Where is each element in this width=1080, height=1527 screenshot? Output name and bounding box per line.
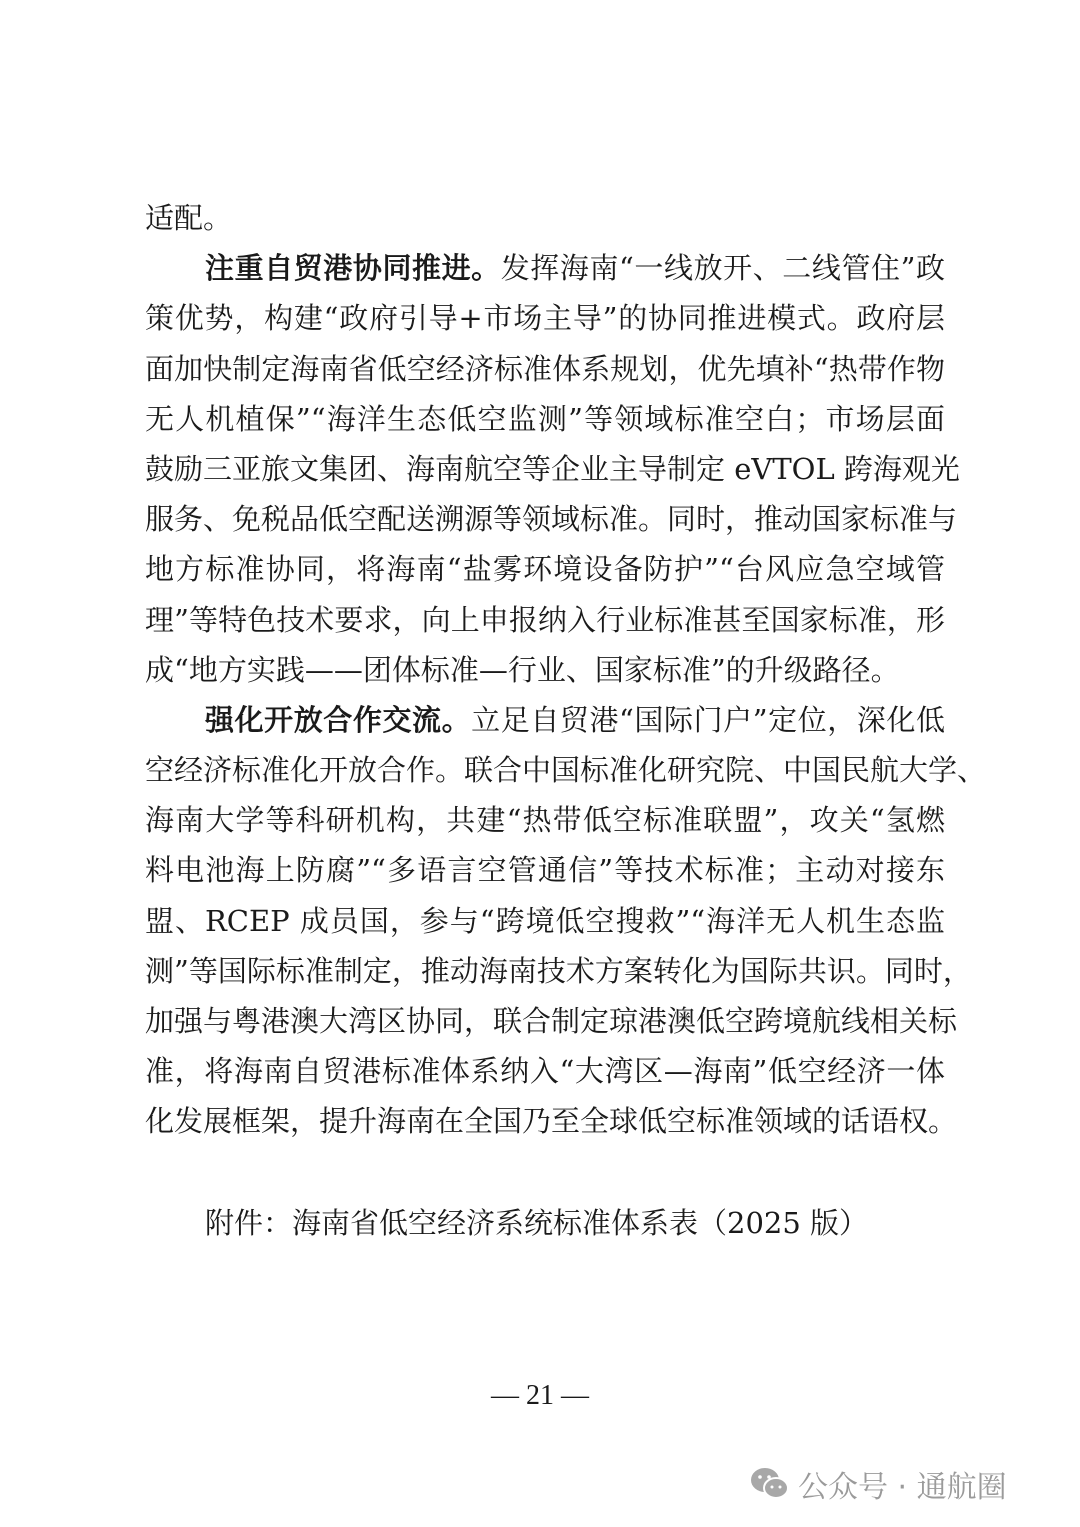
paragraph-line: 适配。	[145, 201, 233, 235]
paragraph-line: 化发展框架，提升海南在全国乃至全球低空标准领域的话语权。	[145, 1104, 958, 1139]
line-text: 发挥海南“一线放开、二线管住”政	[500, 251, 945, 286]
paragraph-line: 空经济标准化开放合作。联合中国标准化研究院、中国民航大学、	[145, 753, 987, 788]
paragraph-line: 鼓励三亚旅文集团、海南航空等企业主导制定 eVTOL 跨海观光	[145, 451, 960, 486]
section-heading: 强化开放合作交流。	[205, 702, 472, 737]
watermark	[750, 1462, 1007, 1506]
paragraph-line: 理”等特色技术要求，向上申报纳入行业标准甚至国家标准，形	[145, 602, 945, 637]
line-text: 立足自贸港“国际门户”定位，深化低	[471, 702, 945, 737]
paragraph-line: 成“地方实践——团体标准—行业、国家标准”的升级路径。	[145, 652, 900, 687]
attachment-note: 附件：海南省低空经济系统标准体系表（2025 版）	[205, 1206, 869, 1240]
paragraph-line	[145, 695, 945, 745]
page-number: — 21 —	[491, 1380, 589, 1411]
paragraph-line: 策优势，构建“政府引导+市场主导”的协同推进模式。政府层	[145, 301, 945, 336]
paragraph-line: 加强与粤港澳大湾区协同，联合制定琼港澳低空跨境航线相关标	[145, 1004, 958, 1038]
paragraph-line: 盟、RCEP 成员国，参与“跨境低空搜救”“海洋无人机生态监	[145, 903, 945, 938]
watermark-text: 公众号 · 通航圈	[798, 1470, 1007, 1505]
paragraph-line: 测”等国际标准制定，推动海南技术方案转化为国际共识。同时，	[145, 953, 972, 988]
paragraph-line: 面加快制定海南省低空经济标准体系规划，优先填补“热带作物	[145, 351, 945, 386]
document-body	[145, 193, 987, 1147]
paragraph-line: 服务、免税品低空配送溯源等领域标准。同时，推动国家标准与	[145, 502, 958, 537]
paragraph-line: 海南大学等科研机构，共建“热带低空标准联盟”，攻关“氢燃	[145, 803, 945, 838]
paragraph-line: 地方标准协同，将海南“盐雾环境设备防护”“台风应急空域管	[145, 552, 945, 587]
section-heading: 注重自贸港协同推进。	[205, 251, 501, 286]
paragraph-line: 准，将海南自贸港标准体系纳入“大湾区—海南”低空经济一体	[145, 1054, 945, 1089]
wechat-icon	[750, 1467, 790, 1501]
paragraph-line: 料电池海上防腐”“多语言空管通信”等技术标准；主动对接东	[145, 853, 945, 888]
paragraph-line: 无人机植保”“海洋生态低空监测”等领域标准空白；市场层面	[145, 401, 945, 436]
paragraph-line	[145, 243, 945, 293]
